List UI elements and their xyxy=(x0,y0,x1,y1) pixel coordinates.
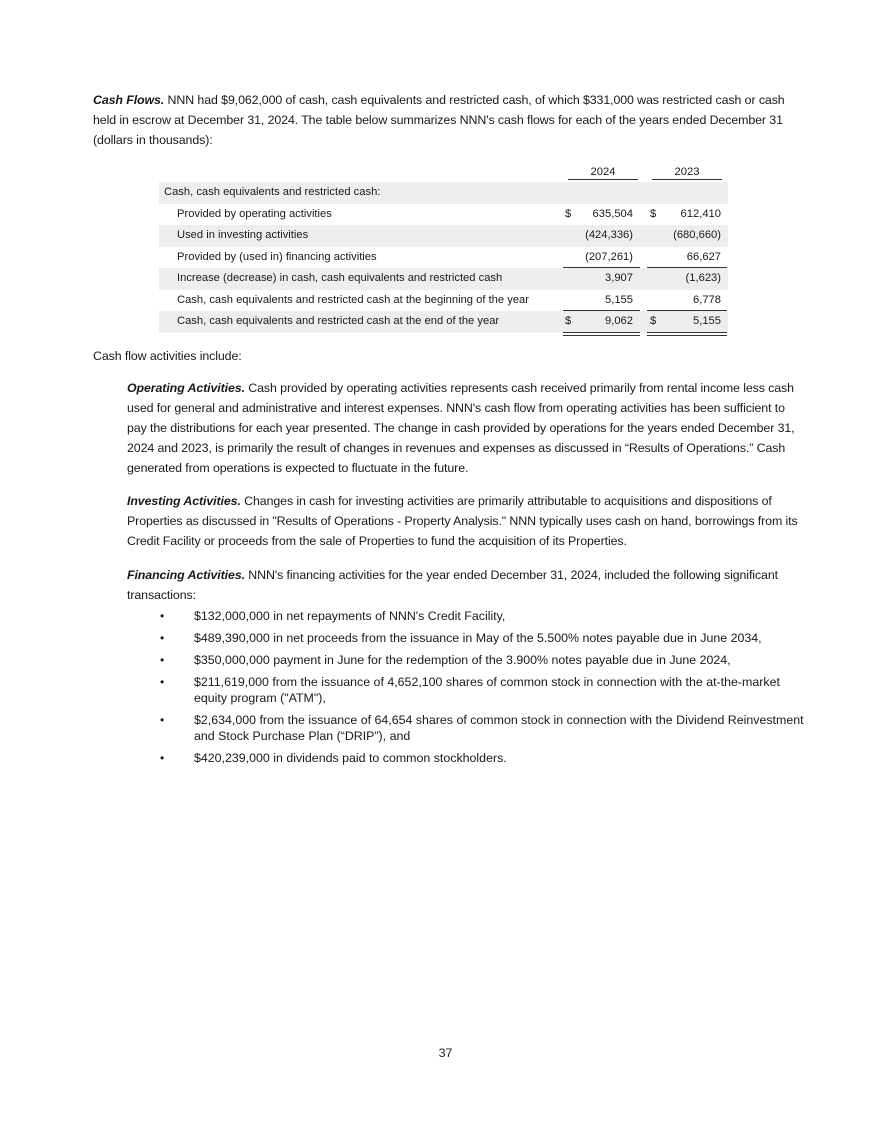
total-double-rule xyxy=(647,332,727,336)
value-2024: 9,062 xyxy=(605,315,633,327)
year-header-2024: 2024 xyxy=(568,166,638,180)
value-2024: 635,504 xyxy=(592,207,633,220)
table-row xyxy=(159,247,728,269)
table-row xyxy=(159,225,728,247)
table-header-row xyxy=(159,160,728,182)
value-2023: 6,778 xyxy=(693,293,721,306)
financing-activities-paragraph xyxy=(127,565,803,605)
list-item xyxy=(160,630,810,646)
row-label: Used in investing activities xyxy=(177,229,309,241)
financing-text: NNN's financing activities for the year ended December 31, 2024, included the following significant transactions: xyxy=(127,568,778,602)
value-2023: (1,623) xyxy=(685,272,721,284)
financing-transactions-list xyxy=(160,608,810,772)
section-label: Cash, cash equivalents and restricted cash: xyxy=(164,186,381,198)
row-label: Cash, cash equivalents and restricted cash at the end of the year xyxy=(177,315,500,327)
list-item xyxy=(160,750,810,766)
financing-lead: Financing Activities. xyxy=(127,568,245,582)
investing-activities-paragraph xyxy=(127,491,803,551)
list-item-text: $489,390,000 in net proceeds from the issuance in May of the 5.500% notes payable due in June 2034, xyxy=(194,631,762,645)
value-2023: 5,155 xyxy=(693,315,721,327)
value-2024: 3,907 xyxy=(605,272,633,284)
list-item-text: $420,239,000 in dividends paid to common stockholders. xyxy=(194,751,507,765)
bullet-icon: • xyxy=(160,713,165,727)
row-label: Provided by operating activities xyxy=(177,207,332,220)
operating-lead: Operating Activities. xyxy=(127,381,245,395)
operating-text: Cash provided by operating activities represents cash received primarily from rental income less cash used for general and administrative and interest expenses. NNN's cash flow from operating activities has been sufficient to pay the distributions for each year presented. The change in cash provided by operations for the years ended December 31, 2024 and 2023, is primarily the result of changes in revenues and expenses as discussed in “Results of Operations.” Cash generated from operations is expected to fluctuate in the future. xyxy=(127,381,795,475)
bullet-icon: • xyxy=(160,609,165,623)
table-row xyxy=(159,290,728,312)
list-item xyxy=(160,712,810,744)
list-item-text: $132,000,000 in net repayments of NNN's Credit Facility, xyxy=(194,609,506,623)
cash-flow-activities-heading: Cash flow activities include: xyxy=(93,349,242,363)
bullet-icon: • xyxy=(160,653,165,667)
row-label: Provided by (used in) financing activities xyxy=(177,250,377,263)
list-item-text: $211,619,000 from the issuance of 4,652,100 shares of common stock in connection with the at-the-market equity program ("ATM"), xyxy=(194,675,780,705)
year-header-2023: 2023 xyxy=(652,166,722,180)
table-row xyxy=(159,311,728,333)
currency-symbol: $ xyxy=(650,315,657,327)
investing-text: Changes in cash for investing activities are primarily attributable to acquisitions and dispositions of Properties as discussed in "Results of Operations - Property Analysis." NNN typically uses cash on hand, borrowings from its Credit Facility or proceeds from the sale of Properties to fund the acquisition of its Properties. xyxy=(127,494,798,548)
table-row xyxy=(159,268,728,290)
value-2023: (680,660) xyxy=(673,229,721,241)
total-double-rule xyxy=(563,332,640,336)
currency-symbol: $ xyxy=(565,315,572,327)
list-item xyxy=(160,652,810,668)
value-2023: 612,410 xyxy=(680,207,721,220)
value-2023: 66,627 xyxy=(686,250,721,263)
operating-activities-paragraph xyxy=(127,378,803,478)
page-number: 37 xyxy=(438,1046,453,1060)
intro-paragraph xyxy=(93,90,803,150)
investing-lead: Investing Activities. xyxy=(127,494,241,508)
row-label: Cash, cash equivalents and restricted cash at the beginning of the year xyxy=(177,293,530,306)
value-2024: (424,336) xyxy=(585,229,633,241)
list-item xyxy=(160,608,810,624)
list-item-text: $350,000,000 payment in June for the redemption of the 3.900% notes payable due in June 2024, xyxy=(194,653,731,667)
intro-text: NNN had $9,062,000 of cash, cash equivalents and restricted cash, of which $331,000 was restricted cash or cash held in escrow at December 31, 2024. The table below summarizes NNN's cash flows for each of the years ended December 31 (dollars in thousands): xyxy=(93,93,785,147)
bullet-icon: • xyxy=(160,751,165,765)
currency-symbol: $ xyxy=(650,207,657,220)
cash-flow-table xyxy=(159,160,728,333)
currency-symbol: $ xyxy=(565,207,572,220)
value-2024: 5,155 xyxy=(605,293,633,306)
list-item xyxy=(160,674,810,706)
bullet-icon: • xyxy=(160,631,165,645)
intro-lead: Cash Flows. xyxy=(93,93,165,107)
row-label: Increase (decrease) in cash, cash equivalents and restricted cash xyxy=(177,272,503,284)
table-section-row xyxy=(159,182,728,204)
bullet-icon: • xyxy=(160,675,165,689)
table-row xyxy=(159,204,728,226)
list-item-text: $2,634,000 from the issuance of 64,654 shares of common stock in connection with the Dividend Reinvestment and Stock Purchase Plan (“DRIP”), and xyxy=(194,713,804,743)
value-2024: (207,261) xyxy=(585,250,633,263)
